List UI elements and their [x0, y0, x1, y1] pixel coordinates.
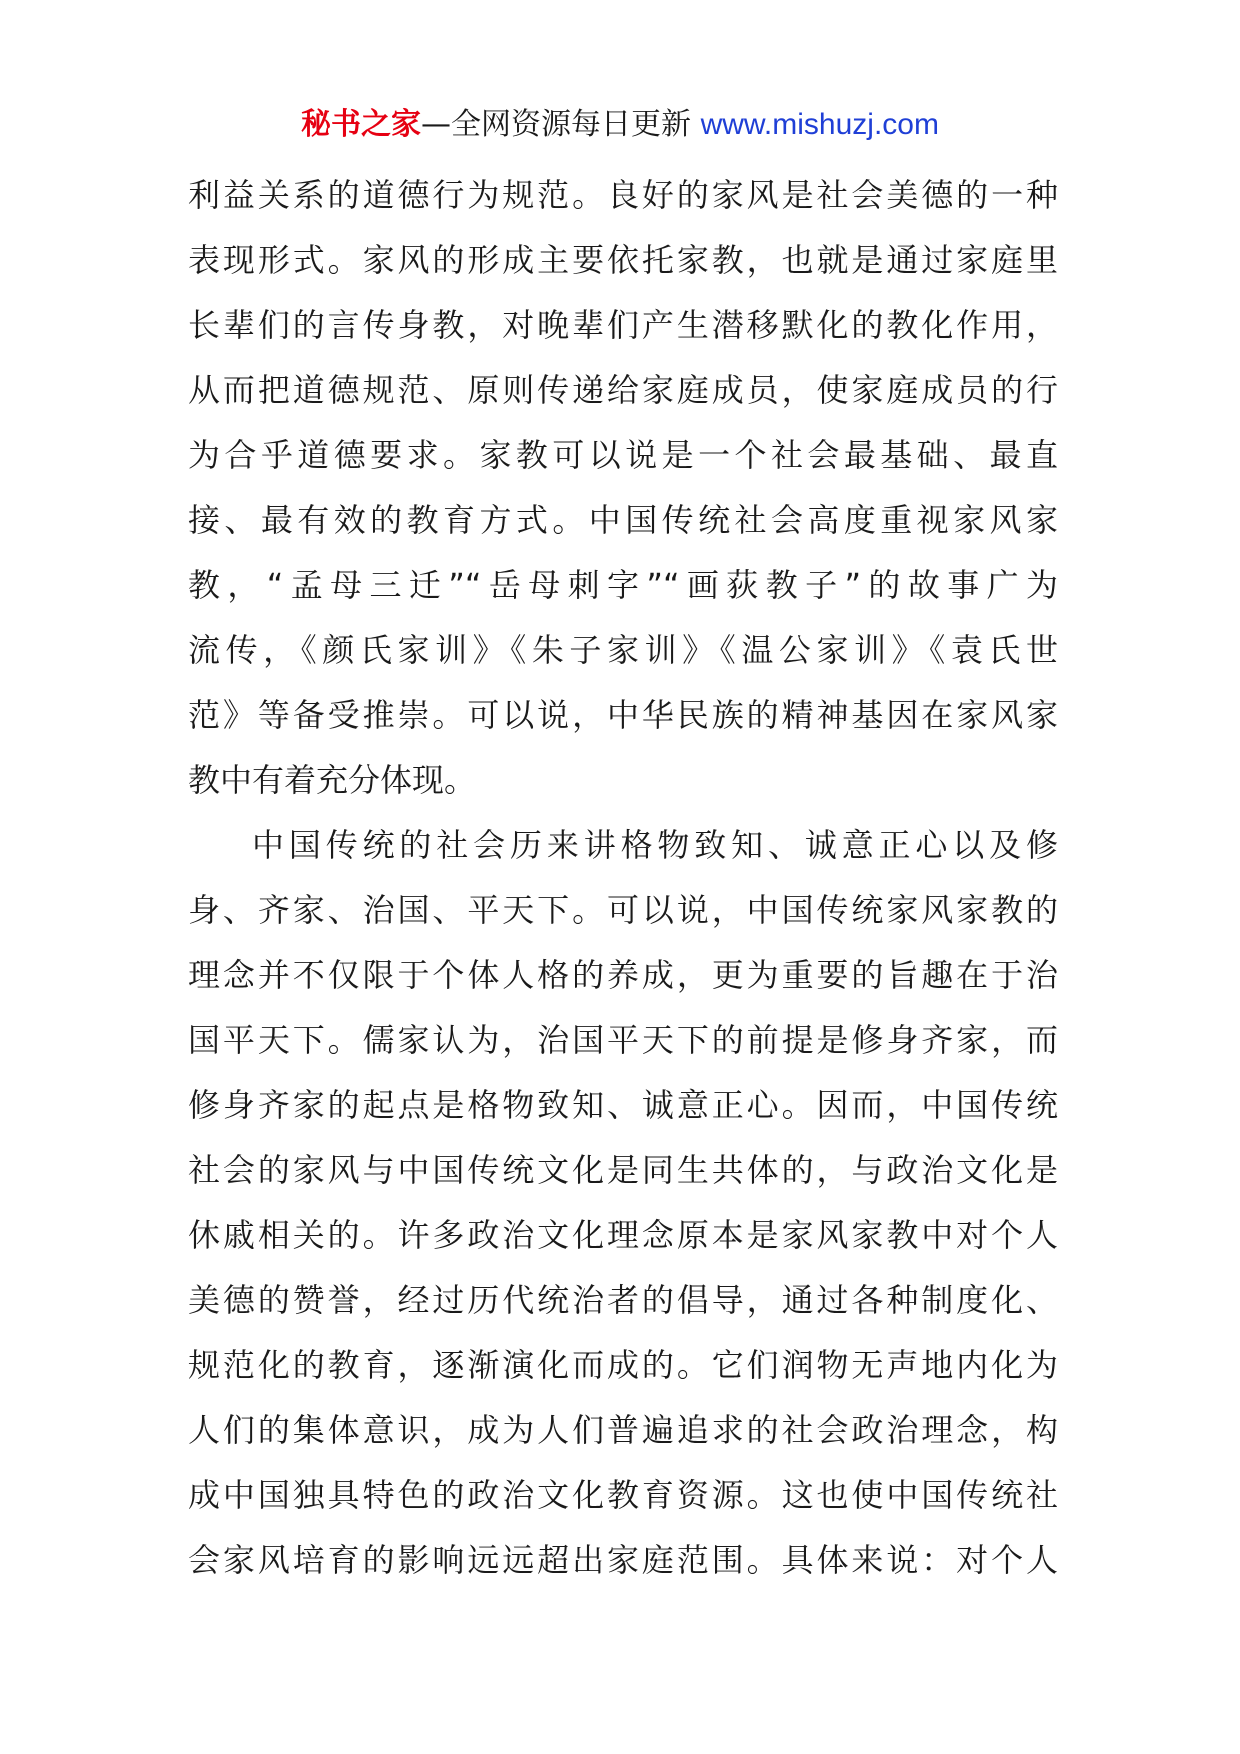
- document-body: [188, 163, 1058, 1593]
- text-line: 从而把道德规范、原则传递给家庭成员，使家庭成员的行: [188, 371, 1058, 409]
- text-line: 修身齐家的起点是格物致知、诚意正心。因而，中国传统: [188, 1086, 1058, 1124]
- text-line: 会家风培育的影响远远超出家庭范围。具体来说：对个人: [188, 1541, 1058, 1579]
- text-line: 利益关系的道德行为规范。良好的家风是社会美德的一种: [188, 176, 1058, 214]
- text-line: 教中有着充分体现。: [188, 761, 477, 799]
- text-line: 休戚相关的。许多政治文化理念原本是家风家教中对个人: [188, 1216, 1058, 1254]
- site-url: www.mishuzj.com: [700, 108, 939, 141]
- text-line: 教，“孟母三迁”“岳母刺字”“画荻教子”的故事广为: [188, 566, 1058, 604]
- text-line: 长辈们的言传身教，对晚辈们产生潜移默化的教化作用，: [188, 306, 1058, 344]
- text-line: 流传，《颜氏家训》《朱子家训》《温公家训》《袁氏世: [188, 631, 1058, 669]
- paragraph: [188, 813, 1058, 1593]
- text-line: 表现形式。家风的形成主要依托家教，也就是通过家庭里: [188, 241, 1058, 279]
- text-line: 规范化的教育，逐渐演化而成的。它们润物无声地内化为: [188, 1346, 1058, 1384]
- site-tagline: —全网资源每日更新: [421, 107, 701, 142]
- text-line: 为合乎道德要求。家教可以说是一个社会最基础、最直: [188, 436, 1058, 474]
- paragraph: [188, 163, 1058, 813]
- text-line: 国平天下。儒家认为，治国平天下的前提是修身齐家，而: [188, 1021, 1058, 1059]
- text-line: 成中国独具特色的政治文化教育资源。这也使中国传统社: [188, 1476, 1058, 1514]
- text-line: 理念并不仅限于个体人格的养成，更为重要的旨趣在于治: [188, 956, 1058, 994]
- text-line: 中国传统的社会历来讲格物致知、诚意正心以及修: [252, 826, 1058, 864]
- text-line: 接、最有效的教育方式。中国传统社会高度重视家风家: [188, 501, 1058, 539]
- text-line: 人们的集体意识，成为人们普遍追求的社会政治理念，构: [188, 1411, 1058, 1449]
- text-line: 身、齐家、治国、平天下。可以说，中国传统家风家教的: [188, 891, 1058, 929]
- text-line: 美德的赞誉，经过历代统治者的倡导，通过各种制度化、: [188, 1281, 1058, 1319]
- text-line: 社会的家风与中国传统文化是同生共体的，与政治文化是: [188, 1151, 1058, 1189]
- page-header: [0, 103, 1240, 147]
- text-line: 范》等备受推崇。可以说，中华民族的精神基因在家风家: [188, 696, 1058, 734]
- site-brand: 秘书之家: [301, 107, 422, 142]
